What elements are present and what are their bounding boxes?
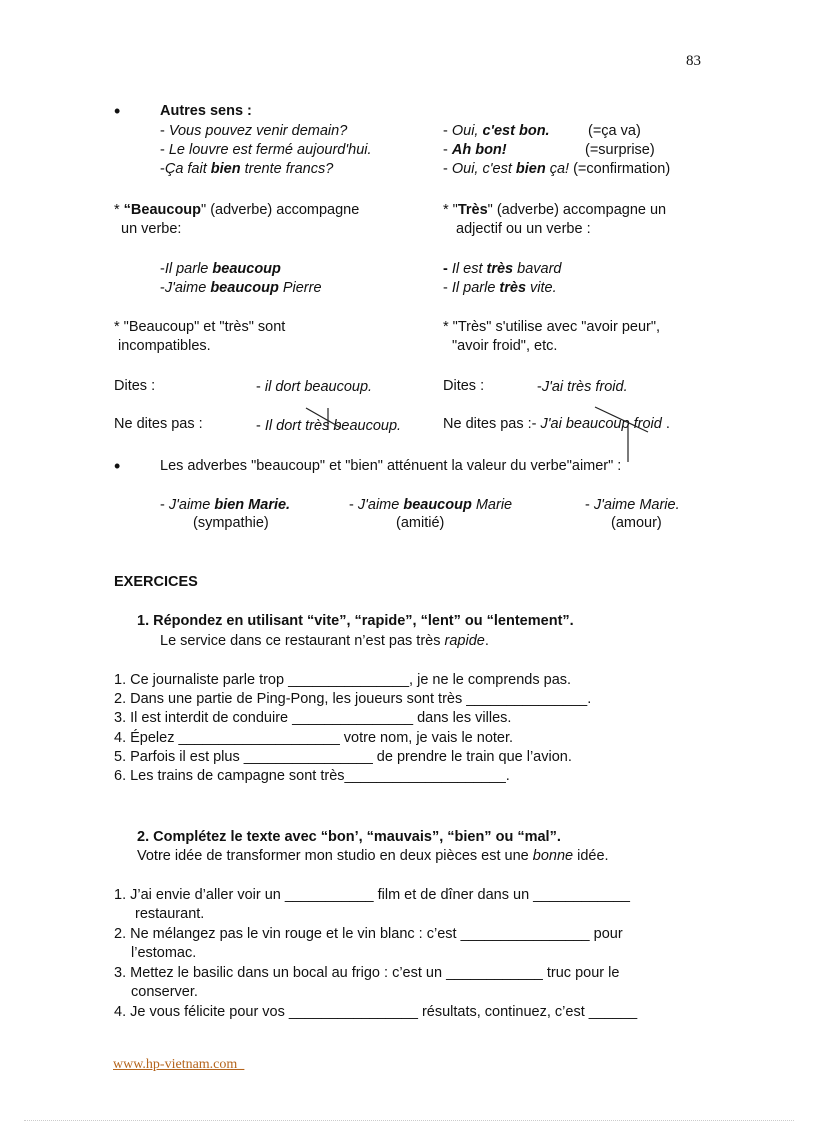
exercise-1-title: 1. Répondez en utilisant “vite”, “rapide”, “lent” ou “lentement”.	[137, 613, 574, 629]
aimer-gloss-2: (amitié)	[396, 515, 445, 531]
aimer-gloss-3: (amour)	[611, 515, 662, 531]
aimer-gloss-1: (sympathie)	[193, 515, 269, 531]
example-left-2: -J'aime beaucoup Pierre	[160, 280, 322, 296]
beaucoup-rule-line-1: * “Beaucoup" (adverbe) accompagne	[114, 202, 360, 218]
exercise-2-item: 4. Je vous félicite pour vos ________________ résultats, continuez, c’est ______	[114, 1004, 638, 1020]
footer-link[interactable]: www.hp-vietnam.com_	[113, 1057, 245, 1072]
autres-sens-left-line-2: - Le louvre est fermé aujourd'hui.	[160, 142, 372, 158]
dites-label-left: Dites :	[114, 378, 156, 394]
autres-sens-left-line-1: - Vous pouvez venir demain?	[160, 123, 348, 139]
aimer-example-3: - J'aime Marie.	[585, 497, 680, 513]
incompat-left-1: * "Beaucoup" et "très" sont	[114, 319, 286, 335]
incompat-right-2: "avoir froid", etc.	[452, 338, 558, 354]
aimer-example-2: - J'aime beaucoup Marie	[349, 497, 513, 513]
bullet: •	[114, 101, 121, 121]
page-bottom-divider	[24, 1120, 794, 1121]
exercise-2-item-cont: conserver.	[131, 984, 198, 1000]
exercise-1-example: Le service dans ce restaurant n’est pas très rapide.	[160, 633, 489, 649]
strike-mark-left-diagonal	[306, 408, 341, 428]
exercise-2-item: 1. J’ai envie d’aller voir un ___________ film et de dîner dans un ____________	[114, 887, 630, 903]
autres-sens-left-line-3: -Ça fait bien trente francs?	[160, 161, 334, 177]
attenuent-sentence: Les adverbes "beaucoup" et "bien" atténuent la valeur du verbe"aimer" :	[160, 458, 622, 474]
exercise-1-item: 6. Les trains de campagne sont très____________________.	[114, 768, 510, 784]
beaucoup-rule-line-2: un verbe:	[121, 221, 182, 237]
dites-label-right: Dites :	[443, 378, 485, 394]
autres-sens-right-line-2: - Ah bon!	[443, 142, 507, 158]
dites-example-left: - il dort beaucoup.	[256, 379, 373, 395]
incompat-left-2: incompatibles.	[118, 338, 211, 354]
exercise-1-item: 2. Dans une partie de Ping-Pong, les joueurs sont très _______________.	[114, 691, 592, 707]
autres-sens-right-line-3: - Oui, c'est bien ça! (=confirmation)	[443, 161, 671, 177]
exercise-2-example: Votre idée de transformer mon studio en deux pièces est une bonne idée.	[137, 848, 609, 864]
autres-sens-right-line-1: - Oui, c'est bon.	[443, 123, 550, 139]
strike-mark-right-diagonal	[595, 407, 648, 432]
dites-example-right: -J'ai très froid.	[537, 379, 628, 395]
tres-rule-line-1: * "Très" (adverbe) accompagne un	[443, 202, 667, 218]
bullet: •	[114, 456, 121, 476]
exercise-2-item: 3. Mettez le basilic dans un bocal au frigo : c’est un ____________ truc pour le	[114, 965, 620, 981]
incompat-right-1: * "Très" s'utilise avec "avoir peur",	[443, 319, 661, 335]
page-number: 83	[686, 53, 701, 69]
aimer-example-1: - J'aime bien Marie.	[160, 497, 291, 513]
example-right-2: - Il parle très vite.	[443, 280, 557, 296]
exercise-2-item-cont: l’estomac.	[131, 945, 197, 961]
ne-dites-pas-example-left: - Il dort très beaucoup.	[256, 418, 402, 434]
section-heading-autres-sens: Autres sens :	[160, 103, 252, 119]
exercise-1-item: 1. Ce journaliste parle trop _______________, je ne le comprends pas.	[114, 672, 572, 688]
autres-sens-note-2: (=surprise)	[585, 142, 655, 158]
exercise-2-item-cont: restaurant.	[135, 906, 205, 922]
exercise-1-item: 4. Épelez ____________________ votre nom, je vais le noter.	[114, 730, 514, 746]
exercise-1-item: 3. Il est interdit de conduire _______________ dans les villes.	[114, 710, 512, 726]
tres-rule-line-2: adjectif ou un verbe :	[456, 221, 591, 237]
autres-sens-note-1: (=ça va)	[588, 123, 641, 139]
exercise-1-item: 5. Parfois il est plus ________________ de prendre le train que l’avion.	[114, 749, 572, 765]
ne-dites-pas-label-left: Ne dites pas :	[114, 416, 203, 432]
exercise-2-item: 2. Ne mélangez pas le vin rouge et le vin blanc : c’est ________________ pour	[114, 926, 623, 942]
example-left-1: -Il parle beaucoup	[160, 261, 281, 277]
exercise-2-title: 2. Complétez le texte avec “bon’, “mauvais”, “bien” ou “mal”.	[137, 829, 561, 845]
ne-dites-pas-label-right: Ne dites pas :- J'ai beaucoup froid .	[443, 416, 670, 432]
exercices-title: EXERCICES	[114, 574, 198, 590]
example-right-1: - Il est très bavard	[443, 261, 562, 277]
